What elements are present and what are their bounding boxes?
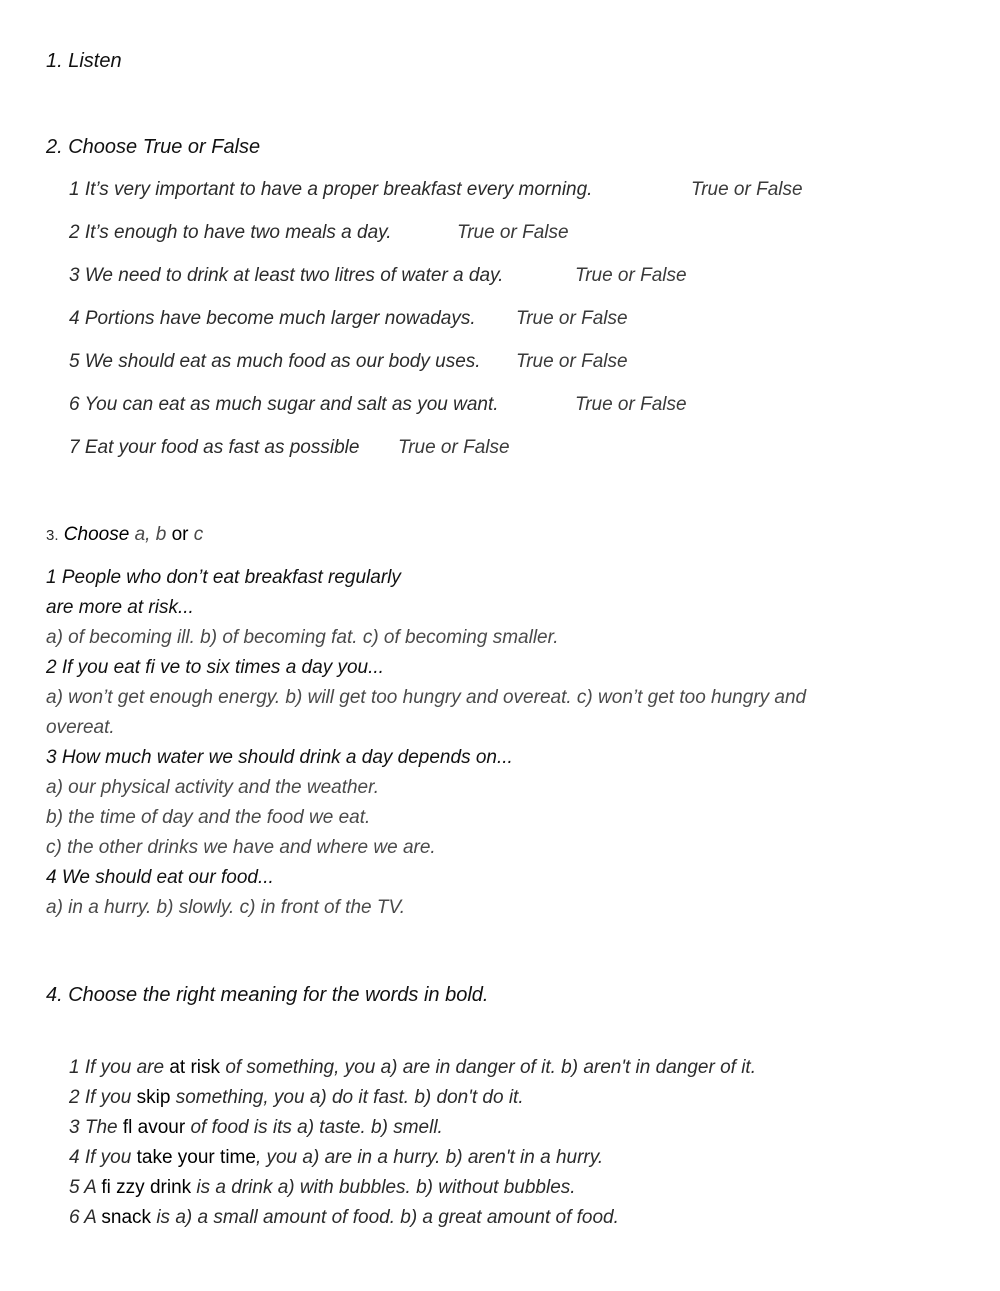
question-4: 4 We should eat our food...	[46, 867, 274, 888]
question-4-answers[interactable]: a) in a hurry. b) slowly. c) in front of the TV.	[46, 897, 406, 918]
vocab-item-pre: 2 If you	[69, 1087, 132, 1108]
tf-statement: 4 Portions have become much larger nowadays.	[69, 308, 476, 329]
tf-option[interactable]: True or False	[575, 265, 687, 286]
question-1-answers[interactable]: a) of becoming ill. b) of becoming fat. c) of becoming smaller.	[46, 627, 559, 648]
vocab-keyword: at risk	[169, 1057, 221, 1078]
question-2-answers[interactable]: a) won’t get enough energy. b) will get too hungry and overeat. c) won’t get too hungry and	[46, 687, 807, 708]
vocab-item[interactable]	[69, 1175, 576, 1201]
section-2-title: 2. Choose True or False	[46, 136, 261, 158]
vocab-item-pre: 5 A	[69, 1177, 97, 1198]
vocab-item[interactable]	[69, 1115, 443, 1141]
vocab-item-post: is a) a small amount of food. b) a great amount of food.	[156, 1207, 619, 1228]
vocab-item[interactable]	[69, 1055, 756, 1081]
vocab-keyword: fl avour	[122, 1117, 186, 1138]
question-3: 3 How much water we should drink a day depends on...	[46, 747, 513, 768]
vocab-item-pre: 3 The	[69, 1117, 118, 1138]
vocab-item[interactable]	[69, 1145, 603, 1171]
section-3-number: 3.	[46, 527, 59, 544]
vocab-keyword: skip	[136, 1087, 171, 1108]
question-3-answer-a[interactable]: a) our physical activity and the weather.	[46, 777, 380, 798]
tf-option[interactable]: True or False	[516, 351, 628, 372]
section-1-title: 1. Listen	[46, 50, 122, 72]
tf-option[interactable]: True or False	[398, 437, 510, 458]
vocab-keyword: snack	[101, 1207, 152, 1228]
tf-statement: 1 It’s very important to have a proper breakfast every morning.	[69, 179, 593, 200]
tf-statement: 6 You can eat as much sugar and salt as you want.	[69, 394, 499, 415]
vocab-keyword: fi zzy drink	[101, 1177, 192, 1198]
vocab-item[interactable]	[69, 1205, 619, 1231]
tf-option[interactable]: True or False	[457, 222, 569, 243]
vocab-item-pre: 6 A	[69, 1207, 97, 1228]
vocab-item[interactable]	[69, 1085, 524, 1111]
section-3-ab: a, b	[134, 524, 167, 545]
section-3-c: c	[193, 524, 204, 545]
vocab-item-post: is a drink a) with bubbles. b) without bubbles.	[196, 1177, 576, 1198]
question-1-line-1: 1 People who don’t eat breakfast regularly	[46, 567, 401, 588]
vocab-item-post: of food is its a) taste. b) smell.	[190, 1117, 443, 1138]
vocab-item-post: , you a) are in a hurry. b) aren't in a hurry.	[255, 1147, 604, 1168]
section-3-choose: Choose	[63, 524, 130, 545]
question-2: 2 If you eat fi ve to six times a day you...	[46, 657, 384, 678]
vocab-item-post: something, you a) do it fast. b) don't do it.	[175, 1087, 524, 1108]
section-3-or: or	[171, 524, 189, 545]
question-3-answer-b[interactable]: b) the time of day and the food we eat.	[46, 807, 371, 828]
section-3-title	[46, 522, 203, 549]
tf-statement: 5 We should eat as much food as our body uses.	[69, 351, 481, 372]
tf-statement: 3 We need to drink at least two litres of water a day.	[69, 265, 504, 286]
section-4-title: 4. Choose the right meaning for the words in bold.	[46, 984, 489, 1006]
tf-option[interactable]: True or False	[691, 179, 803, 200]
tf-option[interactable]: True or False	[575, 394, 687, 415]
question-2-answers-cont[interactable]: overeat.	[46, 717, 115, 738]
vocab-item-post: of something, you a) are in danger of it. b) aren't in danger of it.	[225, 1057, 756, 1078]
question-1-line-2: are more at risk...	[46, 597, 194, 618]
tf-option[interactable]: True or False	[516, 308, 628, 329]
question-3-answer-c[interactable]: c) the other drinks we have and where we are.	[46, 837, 436, 858]
tf-statement: 2 It’s enough to have two meals a day.	[69, 222, 392, 243]
vocab-item-pre: 1 If you are	[69, 1057, 165, 1078]
tf-statement: 7 Eat your food as fast as possible	[69, 437, 360, 458]
vocab-item-pre: 4 If you	[69, 1147, 132, 1168]
vocab-keyword: take your time	[136, 1147, 256, 1168]
